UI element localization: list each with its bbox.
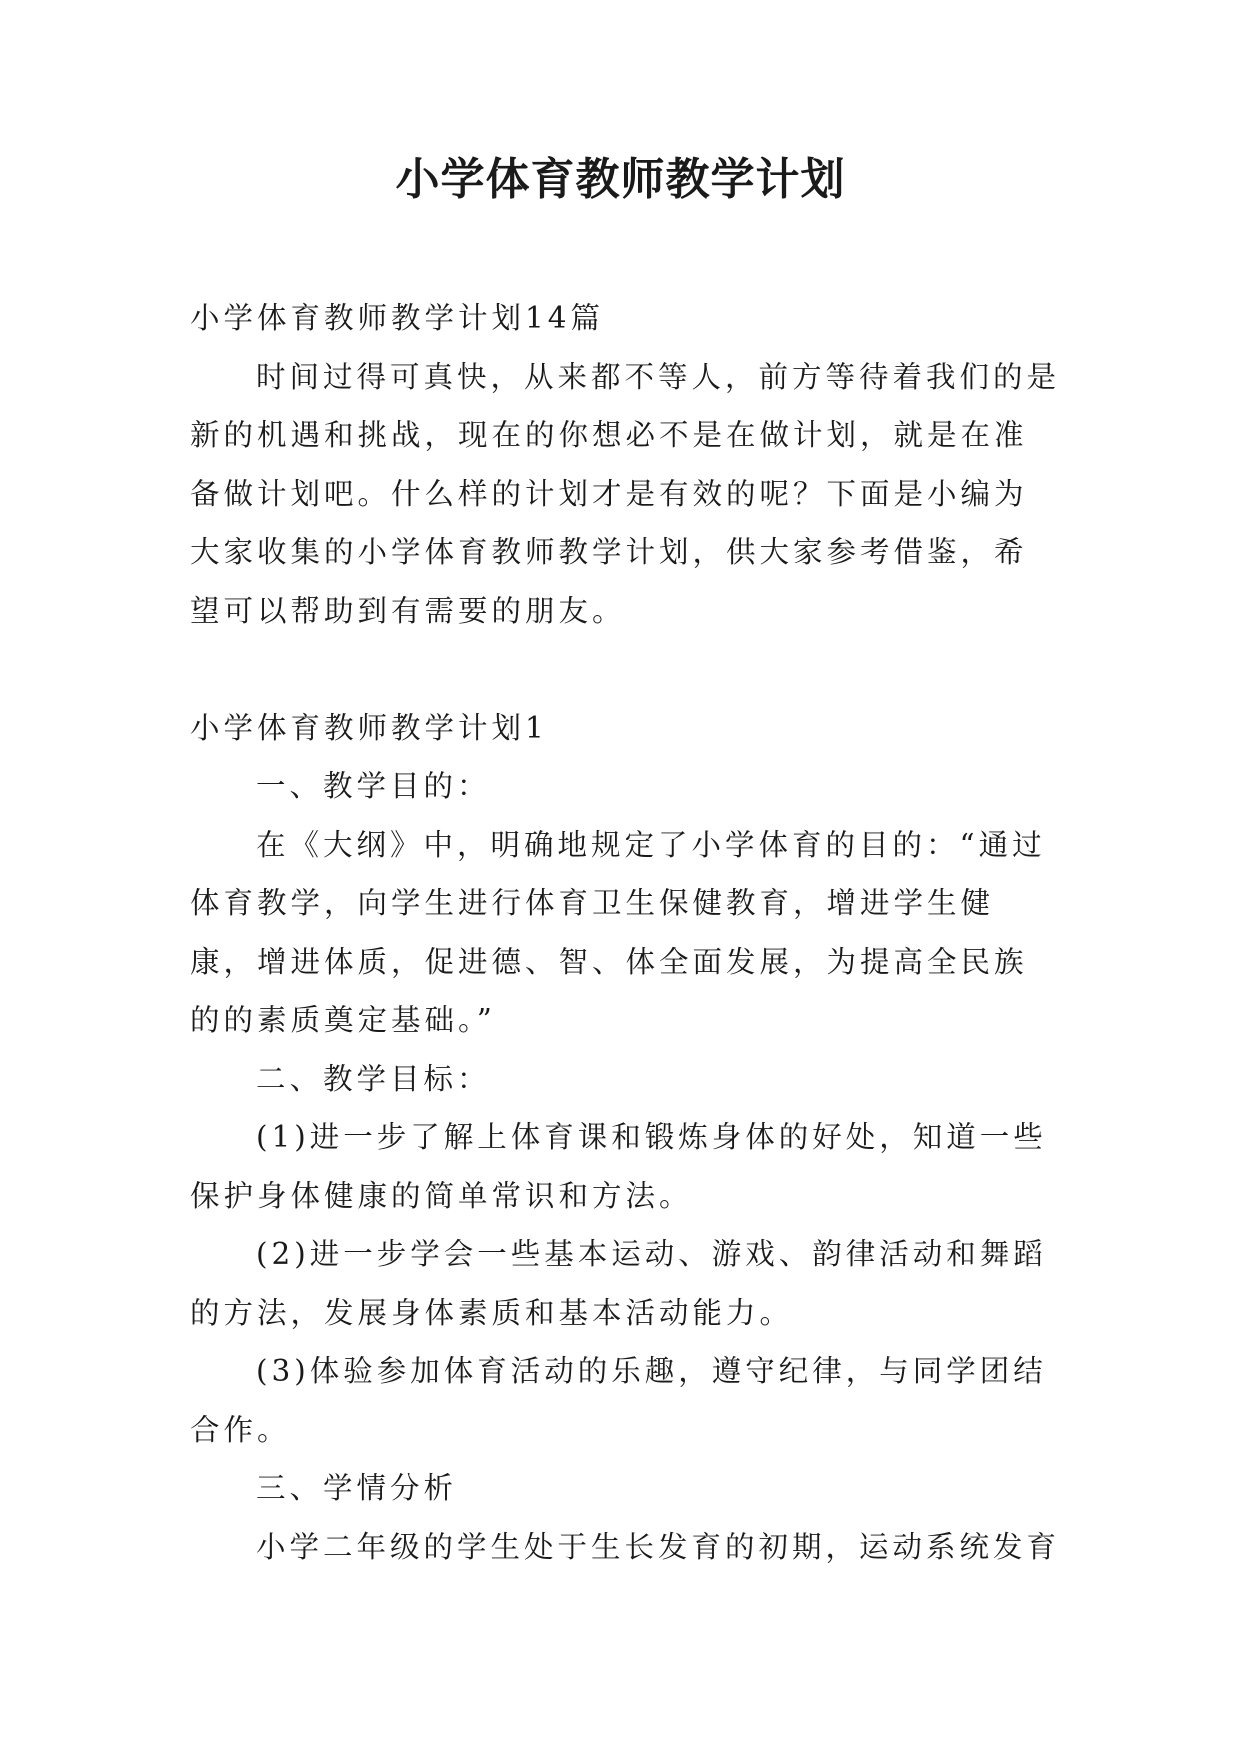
heading-analysis: 三、学情分析 (256, 1471, 458, 1505)
intro-paragraph: 时间过得可真快，从来都不等人，前方等待着我们的是新的机遇和挑战，现在的你想必不是在做计划，就是在准备做计划吧。什么样的计划才是有效的呢？下面是小编为大家收集的小学体育教师教学计划，供大家参考借鉴，希望可以帮助到有需要的朋友。 (190, 359, 1061, 628)
document-subtitle: 小学体育教师教学计划14篇 (190, 301, 605, 335)
paragraph-spacer (190, 640, 1060, 699)
heading-goals: 二、教学目标： (256, 1061, 491, 1096)
purpose-paragraph: 在《大纲》中，明确地规定了小学体育的目的：“通过体育教学，向学生进行体育卫生保健教育，增进学生健康，增进体质，促进德、智、体全面发展，为提高全民族的的素质奠定基础。” (190, 827, 1046, 1037)
section-heading: 小学体育教师教学计划1 (190, 710, 548, 745)
analysis-paragraph: 小学二年级的学生处于生长发育的初期，运动系统发育 (256, 1529, 1061, 1564)
heading-purpose: 一、教学目的： (256, 769, 491, 803)
goal-item-1: (1)进一步了解上体育课和锻炼身体的好处，知道一些保护身体健康的简单常识和方法。 (190, 1120, 1047, 1213)
document-title: 小学体育教师教学计划 (395, 154, 846, 205)
document-body (190, 289, 1060, 1576)
goal-item-3: (3)体验参加体育活动的乐趣，遵守纪律，与同学团结合作。 (190, 1354, 1047, 1447)
goal-item-2: (2)进一步学会一些基本运动、游戏、韵律活动和舞蹈的方法，发展身体素质和基本活动能力。 (190, 1237, 1047, 1330)
